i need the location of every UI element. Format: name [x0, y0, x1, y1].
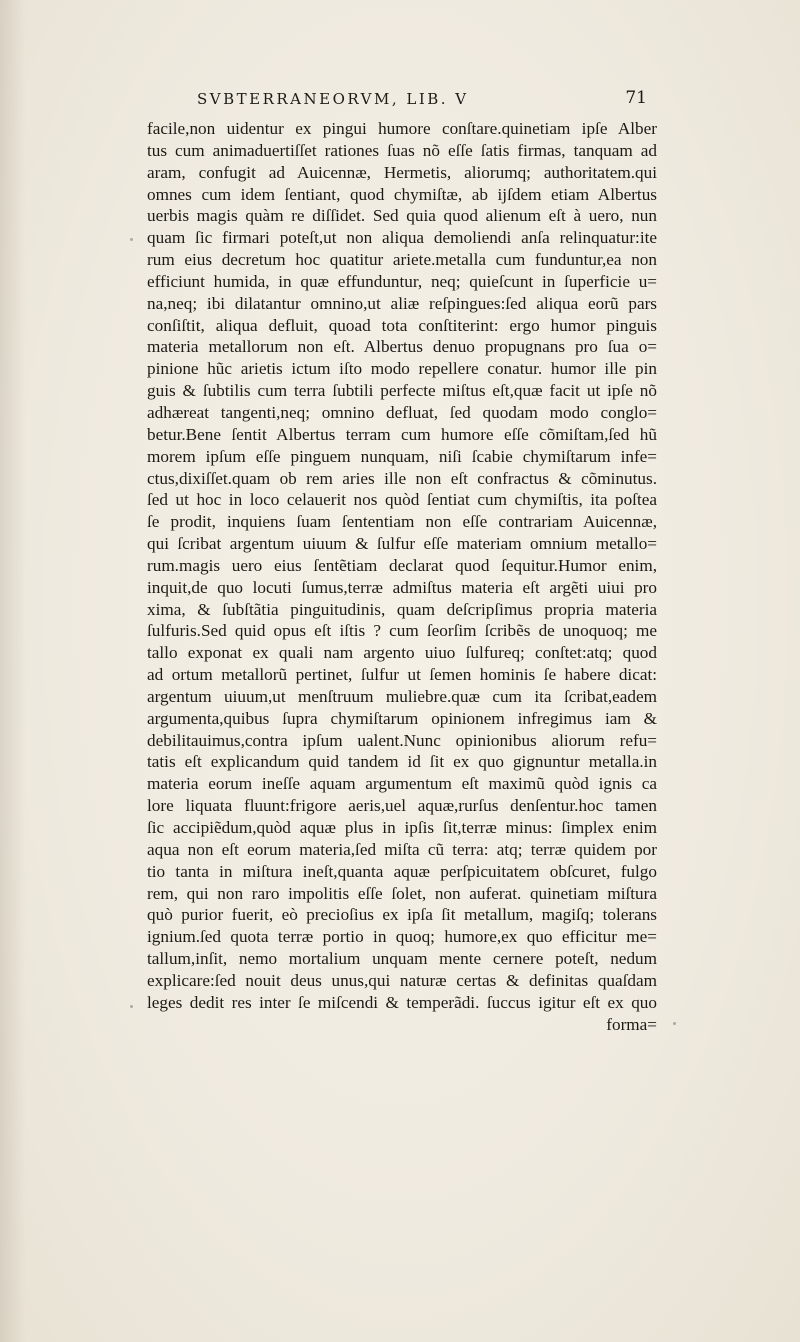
text-line: aqua non eſt eorum materia,ſed miſta cũ terra: atq; terræ quidem por	[147, 839, 657, 859]
text-line: xima, & ſubſtãtia pinguitudinis, quam deſcripſimus propria materia	[147, 599, 657, 619]
text-line: uerbis magis quàm re diſſidet. Sed quia quod alienum eſt à uero, nun	[147, 206, 657, 226]
text-line: aram, confugit ad Auicennæ, Hermetis, aliorumq; authoritatem.qui	[147, 162, 657, 182]
text-line: materia metallorum non eſt. Albertus denuo propugnans pro ſua o=	[147, 337, 657, 357]
text-line: inquit,de quo locuti ſumus,terræ admiſtus materia eſt argẽti uiui pro	[147, 577, 657, 597]
text-line: argentum uiuum,ut menſtruum muliebre.quæ cum ita ſcribat,eadem	[147, 686, 657, 706]
text-line: betur.Bene ſentit Albertus terram cum humore eſſe cõmiſtam,ſed hũ	[147, 424, 657, 444]
text-line: na,neq; ibi dilatantur omnino,ut aliæ reſpingues:ſed aliqua eorũ pars	[147, 293, 657, 313]
text-line: facile,non uidentur ex pingui humore conſtare.quinetiam ipſe Alber	[147, 119, 657, 138]
text-line: quam ſic firmari poteſt,ut non aliqua demoliendi anſa relinquatur:ite	[147, 228, 657, 248]
text-line: debilitauimus,contra ipſum ualent.Nunc opinionibus aliorum refu=	[147, 730, 657, 750]
text-line: omnes cum idem ſentiant, quod chymiſtæ, ab ijſdem etiam Albertus	[147, 184, 657, 204]
text-line: tus cum animaduertiſſet rationes ſuas nõ eſſe ſatis firmas, tanquam ad	[147, 140, 657, 160]
text-line: ctus,dixiſſet.quam ob rem aries ille non eſt confractus & cõminutus.	[147, 468, 657, 488]
text-line: lore liquata fluunt:frigore aeris,uel aquæ,rurſus denſentur.hoc tamen	[147, 796, 657, 816]
text-line: rum eius decretum hoc quatitur ariete.metalla cum funduntur,ea non	[147, 250, 657, 270]
text-line: morem ipſum eſſe pinguem nunquam, niſi ſcabie chymiſtarum infe=	[147, 446, 657, 466]
text-line: ſe prodit, inquiens ſuam ſententiam non eſſe contrariam Auicennæ,	[147, 512, 657, 532]
text-line: argumenta,quibus ſupra chymiſtarum opinionem infregimus iam &	[147, 708, 657, 728]
text-line: tallo exponat ex quali nam argento uiuo ſulfureq; conſtet:atq; quod	[147, 643, 657, 663]
text-line: rum.magis uero eius ſentẽtiam declarat quod ſequitur.Humor enim,	[147, 555, 657, 575]
text-line: materia eorum ineſſe aquam argumentum eſt maximũ quòd ignis ca	[147, 774, 657, 794]
text-line: ignium.ſed quota terræ portio in quoq; humore,ex quo efficitur me=	[147, 927, 657, 947]
running-head	[150, 88, 655, 112]
text-line: ſulfuris.Sed quid opus eſt iſtis ? cum ſeorſim ſcribẽs de unoquoq; me	[147, 621, 657, 641]
gutter-shadow	[0, 0, 26, 1342]
folio-number: 71	[625, 88, 647, 108]
text-line: forma=	[606, 1014, 657, 1034]
text-line: explicare:ſed nouit deus unus,qui naturæ certas & definitas quaſdam	[147, 970, 657, 990]
text-line: pinione hũc arietis ictum iſto modo repellere conatur. humor ille pin	[147, 359, 657, 379]
text-line: leges dedit res inter ſe miſcendi & temperãdi. ſuccus igitur eſt ex quo	[147, 992, 657, 1012]
paper-speck	[130, 1005, 133, 1008]
paper-speck	[130, 238, 133, 241]
text-line: ad ortum metallorũ pertinet, ſulfur ut ſemen hominis ſe habere dicat:	[147, 665, 657, 685]
paper-speck	[673, 1022, 676, 1025]
text-line: ſic accipiẽdum,quòd aquæ plus in ipſis ſit,terræ minus: ſimplex enim	[147, 818, 657, 837]
text-line: qui ſcribat argentum uiuum & ſulfur eſſe materiam omnium metallo=	[147, 534, 657, 554]
body-text	[147, 118, 657, 1035]
text-line: adhæreat tangenti,neq; omnino defluat, ſed quodam modo conglo=	[147, 402, 657, 422]
text-line: tio tanta in miſtura ineſt,quanta aquæ perſpicuitatem obſcuret, fulgo	[147, 861, 657, 881]
text-line: tatis eſt explicandum quid tandem id ſit ex quo gignuntur metalla.in	[147, 752, 657, 772]
text-line: guis & ſubtilis cum terra ſubtili perfecte miſtus eſt,quæ facit ut ipſe nõ	[147, 381, 657, 401]
text-line: tallum,inſit, nemo mortalium unquam mente cernere poteſt, nedum	[147, 949, 657, 969]
text-line: ſed ut hoc in loco celauerit nos quòd ſentiat cum chymiſtis, ita poſtea	[147, 490, 657, 510]
running-head-title: SVBTERRANEORVM, LIB. V	[197, 90, 469, 108]
text-line: conſiſtit, aliqua defluit, quoad tota conſtiterint: ergo humor pinguis	[147, 315, 657, 335]
text-line: efficiunt humida, in quæ effunduntur, neq; quieſcunt in ſuperficie u=	[147, 271, 657, 291]
text-line: quò purior fuerit, eò precioſius ex ipſa ſit metallum, magiſq; tolerans	[147, 905, 657, 925]
text-line: rem, qui non raro impolitis eſſe ſolet, non auferat. quinetiam miſtura	[147, 883, 657, 903]
